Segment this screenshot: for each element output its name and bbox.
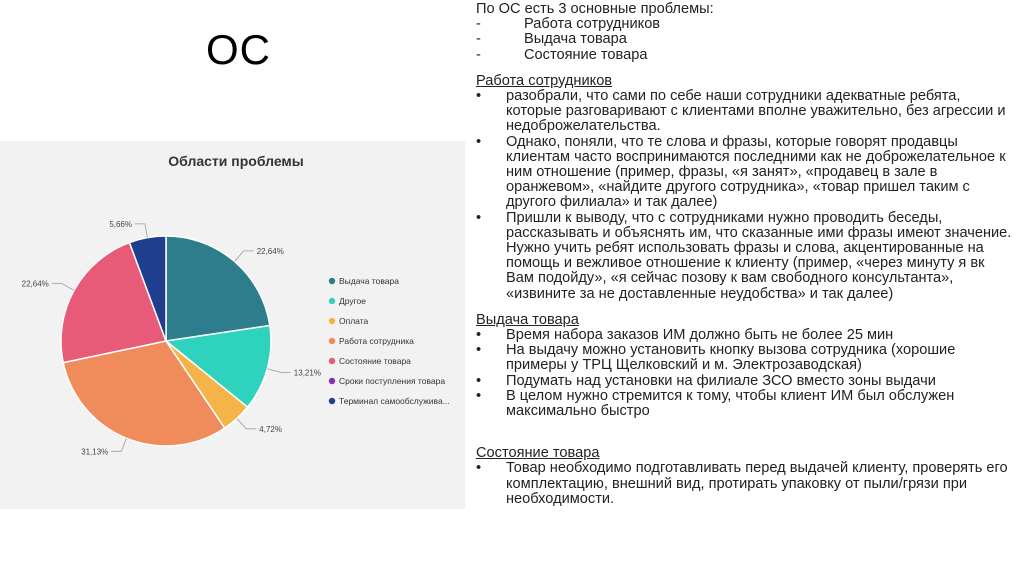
- bullet-text: На выдачу можно установить кнопку вызова сотрудника (хорошие примеры у ТРЦ Щелковский и м. Электрозаводская): [506, 342, 956, 374]
- legend-marker: [329, 358, 335, 364]
- bullet-text: Время набора заказов ИМ должно быть не более 25 мин: [506, 327, 894, 344]
- pie-chart: [0, 141, 465, 509]
- bullet-dot: •: [476, 133, 482, 150]
- section-block: [476, 446, 1016, 507]
- intro-item: [476, 17, 1016, 32]
- bullet-item: [476, 89, 1016, 135]
- label-leader-line: [235, 251, 254, 262]
- dash-marker: -: [476, 16, 481, 33]
- legend-marker: [329, 298, 335, 304]
- bullet-text: Подумать над установки на филиале ЗСО вместо зоны выдачи: [506, 372, 936, 389]
- intro-item: [476, 32, 1016, 47]
- legend-label[interactable]: Работа сотрудника: [339, 336, 414, 346]
- bullet-dot: •: [476, 387, 482, 404]
- bullet-dot: •: [476, 88, 482, 105]
- legend-marker: [329, 378, 335, 384]
- legend-label[interactable]: Выдача товара: [339, 276, 399, 286]
- legend-marker: [329, 318, 335, 324]
- bullet-item: [476, 389, 1016, 419]
- legend-marker: [329, 338, 335, 344]
- intro-list: [476, 17, 1016, 63]
- section-block: [476, 313, 1016, 419]
- bullet-text: Однако, поняли, что те слова и фразы, которые говорят продавцы клиентам часто воспринимаются последними как не доброжелательное к ним отношение (пример, фразы, «я занят», «продавец в зале в оранжевом», «найдите другого сотрудника», «товар пришел таким с другого филиала» и так далее): [506, 133, 1006, 211]
- sections: [476, 74, 1016, 507]
- bullet-dot: •: [476, 327, 482, 344]
- bullet-dot: •: [476, 209, 482, 226]
- bullet-dot: •: [476, 372, 482, 389]
- slice-data-label: 22,64%: [256, 246, 284, 256]
- legend-label[interactable]: Состояние товара: [339, 356, 411, 366]
- bullet-item: [476, 135, 1016, 211]
- intro-item-text: Работа сотрудников: [524, 16, 661, 33]
- legend-label[interactable]: Терминал самообслужива...: [339, 396, 450, 406]
- pie-slice: [166, 236, 270, 341]
- dash-marker: -: [476, 31, 481, 48]
- bullet-item: [476, 343, 1016, 373]
- intro-item-text: Состояние товара: [524, 46, 648, 63]
- label-leader-line: [52, 284, 74, 291]
- pie-slices: [61, 236, 271, 446]
- notes-column: [476, 2, 1016, 507]
- bullet-text: Пришли к выводу, что с сотрудниками нужно проводить беседы, рассказывать и объяснять им, что сказанные ими фразы имеют значение. Нужно учить ребят использовать фразы и слова, акцентированные на помощь и вежливое отношение к клиенту (пример, «через минуту я вк Вам подойду», «я сейчас позову к вам свободного консультанта», «извините за не доставленные неудобства» и так далее): [506, 209, 1012, 302]
- section-block: [476, 74, 1016, 302]
- slice-data-label: 31,13%: [81, 447, 109, 457]
- slice-data-label: 13,21%: [293, 368, 321, 378]
- label-leader-line: [267, 369, 291, 373]
- label-leader-line: [111, 438, 126, 451]
- bullet-item: [476, 328, 1016, 343]
- pie-chart-panel: [0, 141, 465, 509]
- section-heading: Состояние товара: [476, 445, 600, 462]
- label-leader-line: [237, 419, 256, 429]
- slice-data-label: 22,64%: [21, 279, 49, 289]
- dash-marker: -: [476, 46, 481, 63]
- bullet-item: [476, 211, 1016, 302]
- bullet-item: [476, 461, 1016, 507]
- legend-label[interactable]: Сроки поступления товара: [339, 376, 446, 386]
- chart-legend: [329, 276, 450, 406]
- bullet-dot: •: [476, 342, 482, 359]
- intro-item: [476, 48, 1016, 63]
- chart-title: Области проблемы: [168, 153, 304, 169]
- legend-marker: [329, 398, 335, 404]
- legend-label[interactable]: Оплата: [339, 316, 369, 326]
- intro-item-text: Выдача товара: [524, 31, 627, 48]
- legend-marker: [329, 278, 335, 284]
- bullet-item: [476, 374, 1016, 389]
- bullet-dot: •: [476, 460, 482, 477]
- bullet-text: Товар необходимо подготавливать перед выдачей клиенту, проверять его комплектацию, внешний вид, протирать упаковку от пыли/грязи при необходимости.: [506, 460, 1008, 507]
- section-heading: Выдача товара: [476, 311, 579, 328]
- intro-heading: По ОС есть 3 основные проблемы:: [476, 1, 714, 17]
- bullet-text: В целом нужно стремится к тому, чтобы клиент ИМ был обслужен максимально быстро: [506, 387, 955, 420]
- label-leader-line: [135, 224, 147, 238]
- slice-data-label: 4,72%: [259, 424, 282, 434]
- slide-title: ОС: [206, 26, 271, 73]
- legend-label[interactable]: Другое: [339, 296, 367, 306]
- section-heading: Работа сотрудников: [476, 72, 613, 89]
- bullet-text: разобрали, что сами по себе наши сотрудники адекватные ребята, которые разговаривают с клиентами вполне уважительно, без агрессии и недоброжелательства.: [506, 88, 1006, 135]
- slice-data-label: 5,66%: [109, 219, 132, 229]
